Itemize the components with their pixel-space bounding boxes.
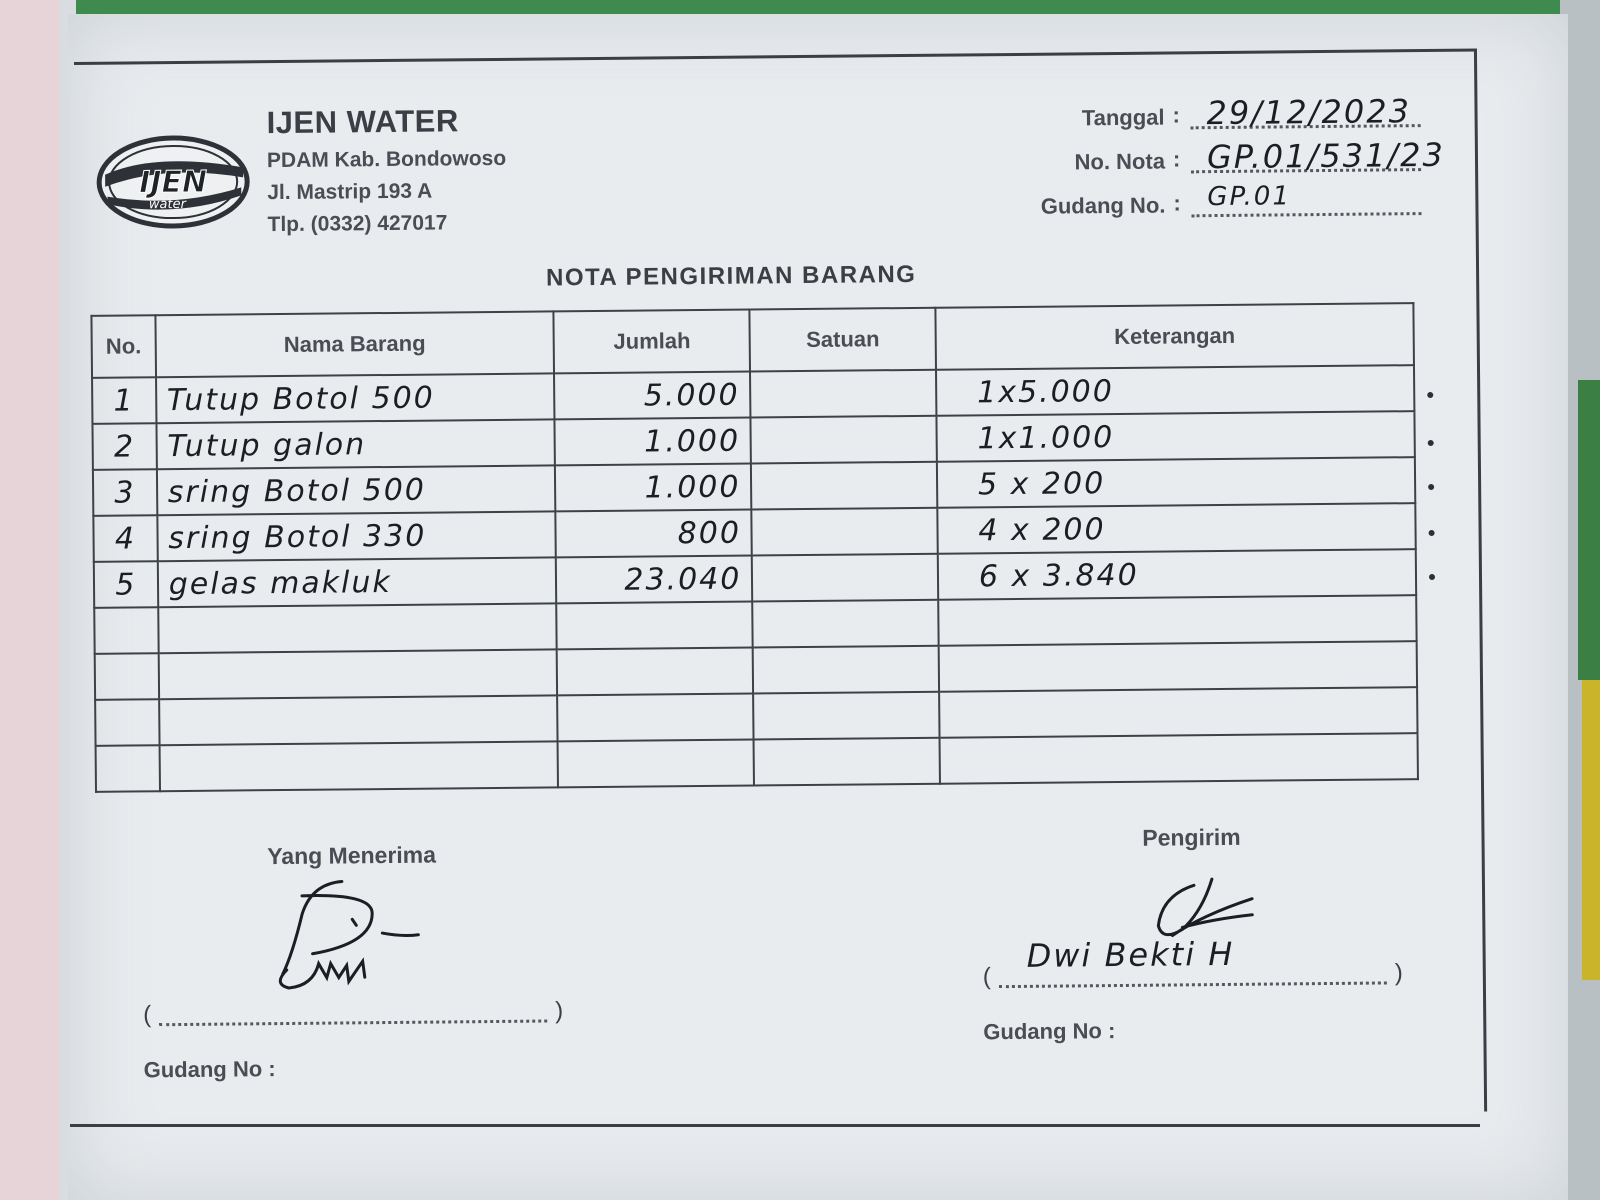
sender-name: Dwi Bekti H [1026, 934, 1235, 975]
row-keterangan: 4 x 200 [978, 511, 1106, 548]
company-logo [95, 133, 252, 235]
gudang-value: GP.01 [1207, 181, 1292, 213]
note-meta [924, 94, 1465, 231]
header-keterangan: Keterangan [935, 303, 1414, 370]
row-no: 3 [114, 474, 136, 511]
sender-name-line: ( ) Dwi Bekti H [982, 934, 1403, 991]
company-info [266, 103, 506, 245]
header-no: No. [91, 315, 155, 378]
nota-row: No. Nota : GP.01/531/23 [1074, 135, 1446, 177]
row-nama-barang: sring Botol 500 [167, 472, 427, 510]
sender-title: Pengirim [1142, 823, 1241, 851]
row-keterangan: 1x5.000 [976, 373, 1115, 410]
gudang-row: Gudang No. : GP.01 [925, 182, 1465, 231]
svg-text:IJEN: IJEN [139, 164, 208, 201]
row-keterangan: 5 x 200 [977, 465, 1106, 502]
nota-value: GP.01/531/23 [1206, 135, 1446, 177]
tanggal-row: Tanggal : 29/12/2023 [924, 94, 1464, 143]
svg-text:water: water [148, 196, 186, 213]
company-phone: Tlp. (0332) 427017 [267, 211, 448, 237]
items-table [90, 302, 1419, 793]
row-nama-barang: Tutup galon [167, 426, 367, 464]
receiver-signature-block [142, 840, 564, 1083]
row-no: 5 [115, 566, 137, 603]
receiver-title: Yang Menerima [267, 841, 437, 870]
row-nama-barang: gelas makluk [168, 564, 392, 602]
receiver-name-line: ( ) [143, 997, 564, 1029]
nota-label: No. Nota [1074, 148, 1166, 175]
sender-signature-block [981, 822, 1403, 1045]
check-mark [1429, 574, 1435, 580]
form-bottom-line [70, 1124, 1480, 1127]
check-mark [1427, 392, 1433, 398]
row-jumlah: 800 [677, 515, 742, 551]
row-nama-barang: sring Botol 330 [168, 518, 427, 556]
row-no: 4 [114, 520, 137, 557]
receiver-signature [252, 872, 453, 994]
row-jumlah: 1.000 [644, 469, 741, 506]
check-mark [1428, 484, 1434, 490]
row-jumlah: 1.000 [644, 423, 741, 460]
row-no: 1 [113, 382, 135, 419]
header-nama-barang: Nama Barang [155, 311, 554, 377]
row-jumlah: 5.000 [643, 377, 740, 414]
row-keterangan: 6 x 3.840 [978, 557, 1139, 594]
row-keterangan: 1x1.000 [977, 419, 1115, 456]
company-org: PDAM Kab. Bondowoso [266, 146, 507, 173]
check-mark [1429, 530, 1435, 536]
tanggal-label: Tanggal [1081, 104, 1165, 131]
row-jumlah: 23.040 [624, 561, 742, 598]
row-nama-barang: Tutup Botol 500 [166, 380, 435, 418]
company-address: Jl. Mastrip 193 A [267, 179, 433, 205]
header-satuan: Satuan [750, 308, 936, 372]
header-jumlah: Jumlah [554, 310, 751, 374]
delivery-note-form [74, 49, 1487, 1125]
sender-gudang-label: Gudang No : [983, 1018, 1116, 1045]
gudang-label: Gudang No. [1040, 192, 1166, 219]
document-title: NOTA PENGIRIMAN BARANG [545, 260, 917, 292]
tanggal-value: 29/12/2023 [1206, 92, 1412, 133]
check-mark [1428, 440, 1434, 446]
row-no: 2 [113, 428, 136, 465]
company-name: IJEN WATER [266, 103, 459, 141]
receiver-gudang-label: Gudang No : [143, 1056, 276, 1083]
